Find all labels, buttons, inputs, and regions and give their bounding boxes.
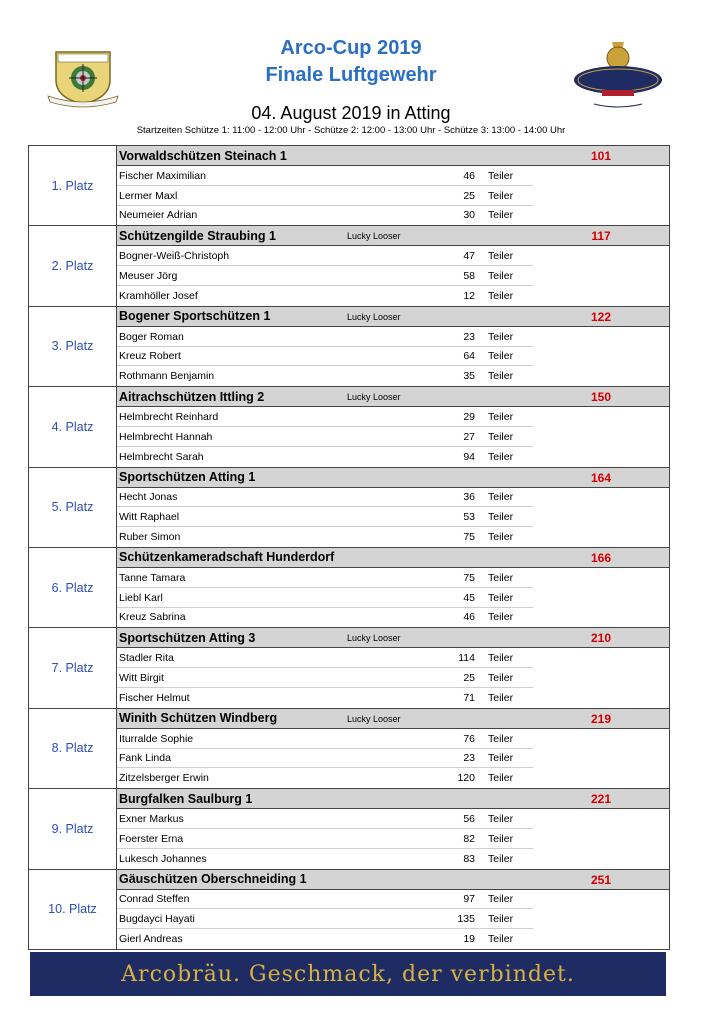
shooter-name: Lermer Maxl xyxy=(119,189,178,202)
shooter-score: 36 xyxy=(463,491,475,504)
shooter-name: Kreuz Sabrina xyxy=(119,611,186,624)
place-label: 1. Platz xyxy=(29,146,117,225)
team-total: 117 xyxy=(591,229,611,244)
score-unit: Teiler xyxy=(488,933,514,945)
shooter-name: Foerster Erna xyxy=(119,832,184,845)
team-name: Vorwaldschützen Steinach 1 xyxy=(119,148,287,163)
team-total: 122 xyxy=(590,309,612,324)
shooter-row xyxy=(117,527,669,547)
shooter-row xyxy=(117,246,669,266)
place-label: 7. Platz xyxy=(29,628,117,707)
result-block xyxy=(29,307,669,387)
team-header xyxy=(117,628,669,648)
shooter-name: Witt Birgit xyxy=(119,672,164,685)
result-block xyxy=(29,146,669,226)
shooter-row xyxy=(117,588,669,608)
score-unit: Teiler xyxy=(488,450,514,463)
shooter-score: 35 xyxy=(463,370,475,383)
shooter-row xyxy=(117,447,669,467)
team-total: 221 xyxy=(590,792,612,807)
slogan-banner xyxy=(30,952,666,996)
shooter-name: Neumeier Adrian xyxy=(119,209,198,222)
shooter-name: Liebl Karl xyxy=(119,591,163,604)
shooter-name: Boger Roman xyxy=(119,330,184,343)
shooter-name: Exner Markus xyxy=(119,813,184,826)
score-unit: Teiler xyxy=(488,571,514,584)
shooter-score: 120 xyxy=(457,772,475,785)
shooter-score: 71 xyxy=(463,691,475,704)
score-unit: Teiler xyxy=(488,350,514,363)
team-name: Sportschützen Atting 1 xyxy=(119,470,256,485)
team-section xyxy=(117,468,669,547)
team-section xyxy=(117,146,669,225)
shooter-row xyxy=(117,668,669,688)
result-block xyxy=(29,548,669,628)
shooter-row xyxy=(117,186,669,206)
shooter-row xyxy=(117,729,669,749)
team-name: Schützenkameradschaft Hunderdorf xyxy=(119,550,335,565)
score-unit: Teiler xyxy=(488,611,514,624)
shooter-row xyxy=(117,327,669,347)
shooter-row xyxy=(117,849,669,869)
place-label: 5. Platz xyxy=(29,468,117,547)
shooter-name: Fank Linda xyxy=(119,752,171,765)
team-name: Winith Schützen Windberg xyxy=(119,711,278,726)
shooter-row xyxy=(117,568,669,588)
shooter-score: 97 xyxy=(463,893,475,906)
shooter-score: 56 xyxy=(463,813,475,826)
place-label: 2. Platz xyxy=(29,226,117,305)
shooter-score: 94 xyxy=(463,450,475,463)
score-unit: Teiler xyxy=(488,289,514,302)
shooter-row xyxy=(117,427,669,447)
team-total: 101 xyxy=(590,149,612,163)
result-block xyxy=(29,789,669,869)
shooter-row xyxy=(117,488,669,508)
result-block xyxy=(29,628,669,708)
shooter-name: Bugdayci Hayati xyxy=(119,913,195,926)
team-total: 164 xyxy=(590,470,612,485)
score-unit: Teiler xyxy=(488,169,514,182)
team-total: 166 xyxy=(590,550,612,565)
shooter-row xyxy=(117,688,669,708)
lucky-looser-note: Lucky Looser xyxy=(347,633,401,644)
shooter-row xyxy=(117,366,669,386)
score-unit: Teiler xyxy=(488,813,514,826)
score-unit: Teiler xyxy=(488,591,514,604)
place-label: 10. Platz xyxy=(29,870,117,949)
shooter-row xyxy=(117,166,669,186)
shooter-score: 12 xyxy=(463,289,475,302)
score-unit: Teiler xyxy=(488,250,514,263)
score-unit: Teiler xyxy=(488,832,514,845)
result-block xyxy=(29,226,669,306)
score-unit: Teiler xyxy=(488,430,514,443)
shooter-row xyxy=(117,768,669,788)
score-unit: Teiler xyxy=(488,691,514,704)
shooter-name: Kreuz Robert xyxy=(119,350,181,363)
shooter-row xyxy=(117,347,669,367)
shooter-name: Helmbrecht Reinhard xyxy=(119,411,219,424)
place-label: 8. Platz xyxy=(29,709,117,788)
team-header xyxy=(117,870,669,890)
shooter-score: 58 xyxy=(463,270,475,283)
score-unit: Teiler xyxy=(488,189,514,202)
team-header xyxy=(117,789,669,809)
result-block xyxy=(29,468,669,548)
shooter-row xyxy=(117,266,669,286)
team-name: Schützengilde Straubing 1 xyxy=(119,228,276,243)
slogan-text: Arcobräu. Geschmack, der verbindet. xyxy=(121,961,575,987)
shooter-score: 45 xyxy=(463,591,475,604)
team-total: 150 xyxy=(590,390,612,405)
result-block xyxy=(29,387,669,467)
place-label: 9. Platz xyxy=(29,789,117,868)
team-name: Aitrachschützen Ittling 2 xyxy=(119,389,265,404)
title-line2: Finale Luftgewehr xyxy=(265,64,437,86)
shooter-score: 76 xyxy=(463,732,475,745)
lucky-looser-note: Lucky Looser xyxy=(347,392,401,403)
score-unit: Teiler xyxy=(488,913,514,926)
shooter-row xyxy=(117,890,669,910)
shooter-score: 29 xyxy=(463,411,475,424)
shooter-row xyxy=(117,507,669,527)
team-name: Bogener Sportschützen 1 xyxy=(119,309,271,324)
shooter-name: Tanne Tamara xyxy=(119,571,186,584)
team-section xyxy=(117,548,669,627)
shooter-score: 30 xyxy=(463,209,475,222)
shooter-row xyxy=(117,407,669,427)
shooter-row xyxy=(117,749,669,769)
team-name: Gäuschützen Oberschneiding 1 xyxy=(119,872,307,887)
lucky-looser-note: Lucky Looser xyxy=(347,311,401,322)
lucky-looser-note: Lucky Looser xyxy=(347,231,401,242)
team-header xyxy=(117,709,669,729)
shooter-row xyxy=(117,909,669,929)
shooter-score: 64 xyxy=(463,350,475,363)
score-unit: Teiler xyxy=(488,330,514,343)
lucky-looser-note: Lucky Looser xyxy=(347,713,401,724)
start-times: Startzeiten Schütze 1: 11:00 - 12:00 Uhr - Schütze 2: 12:00 - 13:00 Uhr - Schütze 3: 13:00 - 14:00 Uhr xyxy=(136,125,566,136)
shooter-score: 27 xyxy=(463,430,475,443)
shooter-score: 135 xyxy=(457,913,475,926)
score-unit: Teiler xyxy=(488,893,514,906)
shooter-score: 19 xyxy=(463,933,475,945)
shooter-name: Gierl Andreas xyxy=(119,933,183,945)
shooter-name: Zitzelsberger Erwin xyxy=(119,772,209,785)
results-table xyxy=(28,145,670,950)
place-label: 4. Platz xyxy=(29,387,117,466)
score-unit: Teiler xyxy=(488,411,514,424)
shooter-row xyxy=(117,809,669,829)
shooter-name: Stadler Rita xyxy=(119,652,174,665)
score-unit: Teiler xyxy=(488,672,514,685)
event-date: 04. August 2019 in Atting xyxy=(251,103,451,123)
shooter-name: Fischer Maximilian xyxy=(119,169,206,182)
shooter-score: 46 xyxy=(463,611,475,624)
shooter-score: 23 xyxy=(463,330,475,343)
score-unit: Teiler xyxy=(488,370,514,383)
team-section xyxy=(117,307,669,386)
shooter-row xyxy=(117,206,669,226)
score-unit: Teiler xyxy=(488,209,514,222)
shooter-name: Helmbrecht Hannah xyxy=(119,430,213,443)
score-unit: Teiler xyxy=(488,752,514,765)
team-section xyxy=(117,789,669,868)
shooter-row xyxy=(117,608,669,628)
team-total: 219 xyxy=(590,711,612,726)
team-header xyxy=(117,307,669,327)
score-unit: Teiler xyxy=(488,511,514,524)
team-section xyxy=(117,226,669,305)
team-section xyxy=(117,709,669,788)
result-block xyxy=(29,709,669,789)
shooter-score: 83 xyxy=(463,852,475,865)
shooter-row xyxy=(117,929,669,949)
score-unit: Teiler xyxy=(488,732,514,745)
score-unit: Teiler xyxy=(488,491,514,504)
team-section xyxy=(117,387,669,466)
shooter-score: 25 xyxy=(463,672,475,685)
place-label: 3. Platz xyxy=(29,307,117,386)
score-unit: Teiler xyxy=(488,531,514,544)
shooter-score: 75 xyxy=(463,531,475,544)
shooter-row xyxy=(117,829,669,849)
shooter-score: 75 xyxy=(463,571,475,584)
result-block xyxy=(29,870,669,950)
title-line1: Arco-Cup 2019 xyxy=(280,37,422,59)
shooter-name: Iturralde Sophie xyxy=(119,732,194,745)
shooter-name: Rothmann Benjamin xyxy=(119,370,215,383)
shooter-name: Ruber Simon xyxy=(119,531,181,544)
shooter-name: Hecht Jonas xyxy=(119,491,178,504)
shooter-name: Meuser Jörg xyxy=(119,270,178,283)
team-header xyxy=(117,146,669,166)
team-total: 251 xyxy=(590,872,612,887)
team-header xyxy=(117,226,669,246)
shooter-name: Helmbrecht Sarah xyxy=(119,450,204,463)
shooter-name: Witt Raphael xyxy=(119,511,180,524)
shooter-name: Conrad Steffen xyxy=(119,893,190,906)
shooter-name: Bogner-Weiß-Christoph xyxy=(119,250,230,263)
place-label: 6. Platz xyxy=(29,548,117,627)
shooter-score: 25 xyxy=(463,189,475,202)
shooter-score: 47 xyxy=(463,250,475,263)
shooter-score: 53 xyxy=(463,511,475,524)
shooter-score: 23 xyxy=(463,752,475,765)
shooter-name: Fischer Helmut xyxy=(119,691,190,704)
team-section xyxy=(117,628,669,707)
shooter-row xyxy=(117,648,669,668)
team-header xyxy=(117,468,669,488)
team-name: Sportschützen Atting 3 xyxy=(119,630,256,645)
team-total: 210 xyxy=(590,631,612,646)
score-unit: Teiler xyxy=(488,270,514,283)
shooter-score: 82 xyxy=(463,832,475,845)
score-unit: Teiler xyxy=(488,852,514,865)
shooter-name: Kramhöller Josef xyxy=(119,289,198,302)
shooter-score: 46 xyxy=(463,169,475,182)
score-unit: Teiler xyxy=(488,772,514,785)
arcobraeu-logo xyxy=(572,38,664,110)
shooter-score: 114 xyxy=(458,652,475,665)
shooter-row xyxy=(117,286,669,306)
team-name: Burgfalken Saulburg 1 xyxy=(119,791,253,806)
team-section xyxy=(117,870,669,949)
score-unit: Teiler xyxy=(488,652,514,665)
team-header xyxy=(117,548,669,568)
shooter-name: Lukesch Johannes xyxy=(119,852,207,865)
team-header xyxy=(117,387,669,407)
